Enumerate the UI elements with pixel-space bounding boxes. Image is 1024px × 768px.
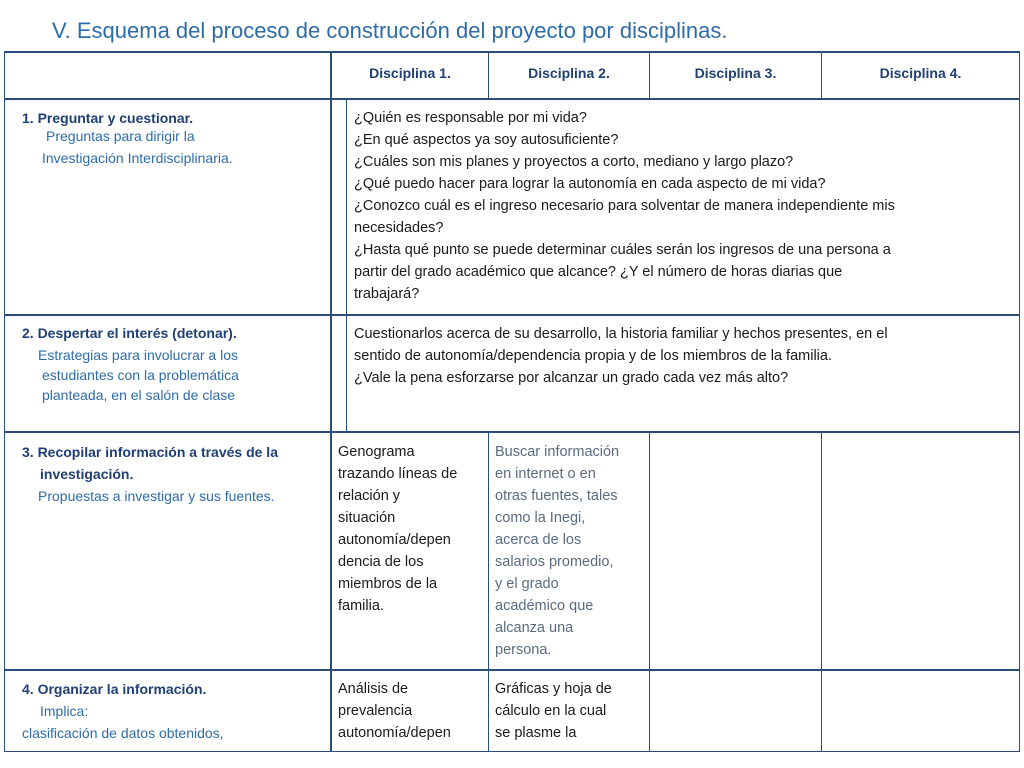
row-3-d1-line: relación y <box>338 488 401 504</box>
row-3-d2-line: salarios promedio, <box>495 554 614 570</box>
row-1-line: necesidades? <box>354 220 444 236</box>
row-3-label <box>22 441 327 507</box>
row-3-d1-line: familia. <box>338 598 384 614</box>
row-2-sub1: Estrategias para involucrar a los <box>38 347 238 363</box>
row-2-title: 2. Despertar el interés (detonar). <box>22 325 237 341</box>
row-3-disciplina-2 <box>495 441 647 661</box>
row-4-d1-line: Análisis de <box>338 681 409 697</box>
row-2-content <box>354 323 1014 389</box>
row-2-sub3: planteada, en el salón de clase <box>42 387 236 403</box>
row-4-disciplina-1 <box>338 678 486 744</box>
row-3-disciplina-1 <box>338 441 486 617</box>
row-2-line: Cuestionarlos acerca de su desarrollo, la historia familiar y hechos presentes, en el <box>354 326 888 342</box>
row-3-d2-line: otras fuentes, tales <box>495 488 618 504</box>
row-1-line: ¿Quién es responsable por mi vida? <box>354 110 587 126</box>
row-1-sub2: Investigación Interdisciplinaria. <box>42 150 233 166</box>
row-4-disciplina-2 <box>495 678 647 744</box>
row-4-sub1: Implica: <box>40 703 89 719</box>
row-2-sub2: estudiantes con la problemática <box>42 367 239 383</box>
row-3-d2-line: en internet o en <box>495 466 596 482</box>
row-3-d2-line: y el grado <box>495 576 559 592</box>
row-1-title: 1. Preguntar y cuestionar. <box>22 110 194 126</box>
row-3-d2-line: como la Inegi, <box>495 510 586 526</box>
row-1-sub1: Preguntas para dirigir la <box>46 128 195 144</box>
header-disciplina-2: Disciplina 2. <box>528 65 610 81</box>
row-4-label <box>22 678 327 744</box>
row-2-line: ¿Vale la pena esforzarse por alcanzar un grado cada vez más alto? <box>354 370 789 386</box>
row-4-d2-line: Gráficas y hoja de <box>495 681 612 697</box>
row-3-d1-line: miembros de la <box>338 576 438 592</box>
row-2-label <box>22 323 327 405</box>
row-1-line: partir del grado académico que alcance? ¿Y el número de horas diarias que <box>354 264 843 280</box>
row-4-d2-line: cálculo en la cual <box>495 703 607 719</box>
row-3-d2-line: acerca de los <box>495 532 582 548</box>
row-3-d2-line: persona. <box>495 642 552 658</box>
row-3-d2-line: Buscar información <box>495 444 620 460</box>
row-3-d2-line: alcanza una <box>495 620 574 636</box>
row-2-line: sentido de autonomía/dependencia propia y de los miembros de la familia. <box>354 348 832 364</box>
header-disciplina-1: Disciplina 1. <box>369 65 451 81</box>
row-1-line: trabajará? <box>354 286 420 302</box>
page-title: V. Esquema del proceso de construcción del proyecto por disciplinas. <box>52 18 728 43</box>
row-3-d2-line: académico que <box>495 598 594 614</box>
row-4-title: 4. Organizar la información. <box>22 681 207 697</box>
row-1-label <box>22 108 327 170</box>
row-4-d1-line: prevalencia <box>338 703 413 719</box>
row-4-d2-line: se plasme la <box>495 725 577 741</box>
row-3-title-cont: investigación. <box>40 466 134 482</box>
row-1-line: ¿Cuáles son mis planes y proyectos a corto, mediano y largo plazo? <box>354 154 794 170</box>
row-4-d1-line: autonomía/depen <box>338 725 451 741</box>
row-3-d1-line: trazando líneas de <box>338 466 458 482</box>
row-1-line: ¿Conozco cuál es el ingreso necesario para solventar de manera independiente mis <box>354 198 895 214</box>
row-1-line: ¿Hasta qué punto se puede determinar cuáles serán los ingresos de una persona a <box>354 242 891 258</box>
row-1-line: ¿En qué aspectos ya soy autosuficiente? <box>354 132 619 148</box>
row-3-title: 3. Recopilar información a través de la <box>22 444 278 460</box>
row-3-sub1: Propuestas a investigar y sus fuentes. <box>38 488 275 504</box>
row-1-line: ¿Qué puedo hacer para lograr la autonomía en cada aspecto de mi vida? <box>354 176 826 192</box>
row-3-d1-line: situación <box>338 510 396 526</box>
row-3-d1-line: dencia de los <box>338 554 424 570</box>
row-3-d1-line: Genograma <box>338 444 415 460</box>
row-4-sub2: clasificación de datos obtenidos, <box>22 725 224 741</box>
header-disciplina-3: Disciplina 3. <box>694 65 777 81</box>
row-3-d1-line: autonomía/depen <box>338 532 451 548</box>
row-1-content <box>354 107 1014 305</box>
header-disciplina-4: Disciplina 4. <box>879 65 962 81</box>
